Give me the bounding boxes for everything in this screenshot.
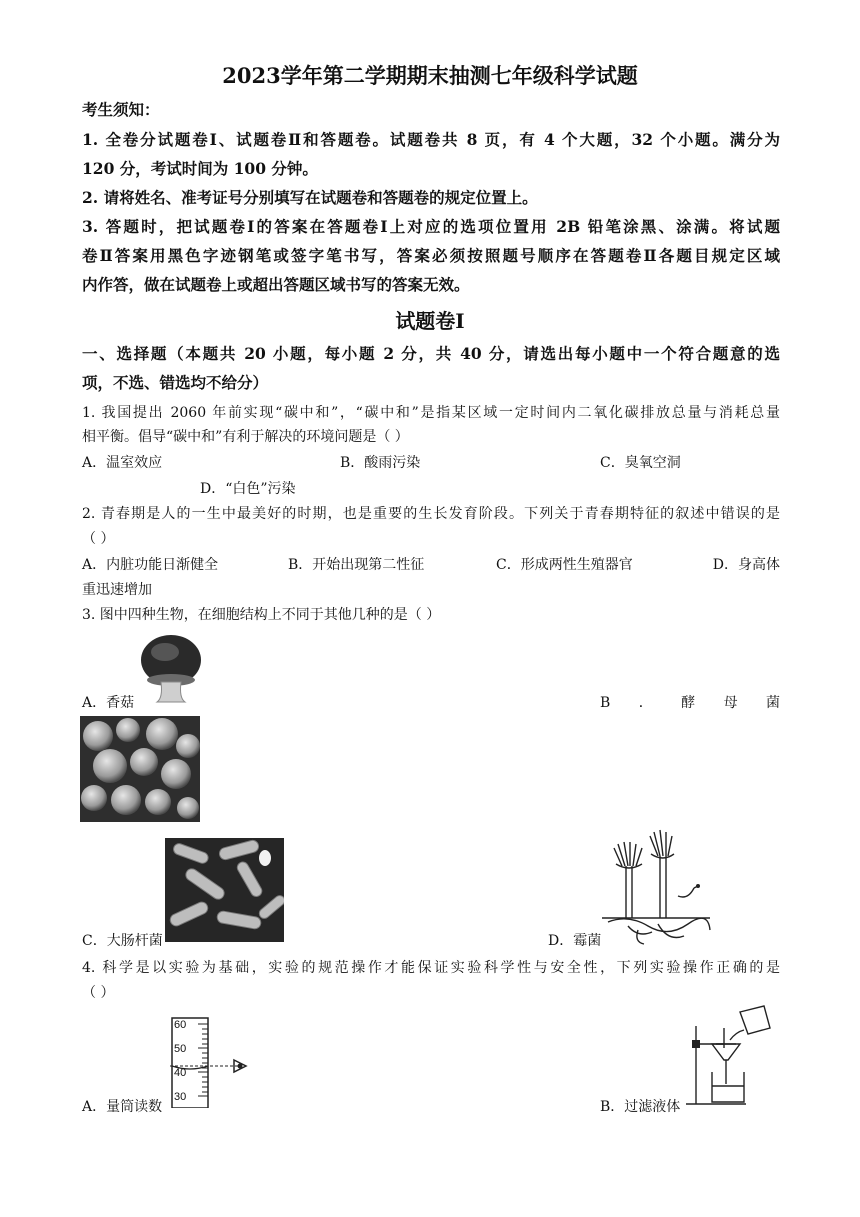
notice-item-3-line-2: 卷Ⅱ答案用黑色字迹钢笔或签字笔书写，答案必须按照题号顺序在答题卷Ⅱ各题目规定区域 [82, 246, 780, 265]
section-title: 试题卷Ⅰ [395, 309, 465, 333]
q3-option-a: A．香菇 [82, 695, 135, 711]
notice-item-3-line-1: 3. 答题时，把试题卷Ⅰ的答案在答题卷Ⅰ上对应的选项位置用 2B 铅笔涂黑、涂满。将试题 [82, 217, 780, 236]
q1-option-c: C．臭氧空洞 [600, 455, 681, 471]
q2-option-d-part-2: 重迅速增加 [82, 582, 152, 598]
notice-item-1-line-1: 1. 全卷分试题卷Ⅰ、试题卷Ⅱ和答题卷。试题卷共 8 页，有 4 个大题，32 个小题。满分为 [82, 130, 780, 149]
q3-option-b: B．酵母菌 [600, 695, 780, 711]
e-coli-image [165, 838, 284, 942]
notice-item-3-line-3: 内作答，做在试题卷上或超出答题区域书写的答案无效。 [82, 275, 470, 294]
q3-stem: 3. 图中四种生物，在细胞结构上不同于其他几种的是（ ） [82, 607, 441, 623]
q2-stem-line-2: （ ） [82, 531, 115, 547]
q4-stem-line-1: 4. 科学是以实验为基础，实验的规范操作才能保证实验科学性与安全性，下列实验操作正确的是 [82, 960, 780, 976]
q2-option-d-part-1: D．身高体 [712, 557, 780, 573]
cylinder-tick-50: 50 [174, 1043, 187, 1055]
yeast-image [80, 716, 200, 822]
cylinder-tick-30: 30 [174, 1091, 187, 1103]
q2-option-c: C．形成两性生殖器官 [496, 557, 633, 573]
q4-option-b: B．过滤液体 [600, 1099, 681, 1115]
q4-option-a: A．量筒读数 [82, 1099, 163, 1115]
q4-stem-line-2: （ ） [82, 985, 115, 1001]
mold-image [598, 826, 714, 946]
q1-option-a: A．温室效应 [82, 455, 163, 471]
exam-title: 2023学年第二学期期末抽测七年级科学试题 [222, 63, 638, 88]
q1-option-d: D．“白色”污染 [200, 481, 296, 497]
graduated-cylinder-image [168, 1016, 256, 1108]
cylinder-tick-40: 40 [174, 1067, 187, 1079]
notice-heading: 考生须知： [82, 100, 160, 119]
q2-option-a: A．内脏功能日渐健全 [82, 557, 219, 573]
q3-option-d: D．霉菌 [548, 933, 602, 949]
q2-option-b: B．开始出现第二性征 [288, 557, 425, 573]
q2-stem-line-1: 2. 青春期是人的一生中最美好的时期，也是重要的生长发育阶段。下列关于青春期特征的叙述中错误的是 [82, 506, 780, 522]
part1-heading-line-1: 一、选择题（本题共 20 小题，每小题 2 分，共 40 分，请选出每小题中一个符合题意的选 [82, 344, 780, 363]
q1-option-b: B．酸雨污染 [340, 455, 421, 471]
notice-item-2: 2. 请将姓名、准考证号分别填写在试题卷和答题卷的规定位置上。 [82, 188, 538, 207]
mushroom-image [135, 628, 205, 704]
filtration-image [686, 1004, 778, 1110]
q1-stem-line-2: 相平衡。倡导“碳中和”有利于解决的环境问题是（ ） [82, 429, 409, 445]
q1-stem-line-1: 1. 我国提出 2060 年前实现“碳中和”，“碳中和”是指某区域一定时间内二氧化碳排放总量与消耗总量 [82, 405, 780, 421]
cylinder-tick-60: 60 [174, 1019, 187, 1031]
q3-option-c: C．大肠杆菌 [82, 933, 163, 949]
notice-item-1-line-2: 120 分，考试时间为 100 分钟。 [82, 159, 318, 178]
part1-heading-line-2: 项，不选、错选均不给分） [82, 373, 269, 392]
